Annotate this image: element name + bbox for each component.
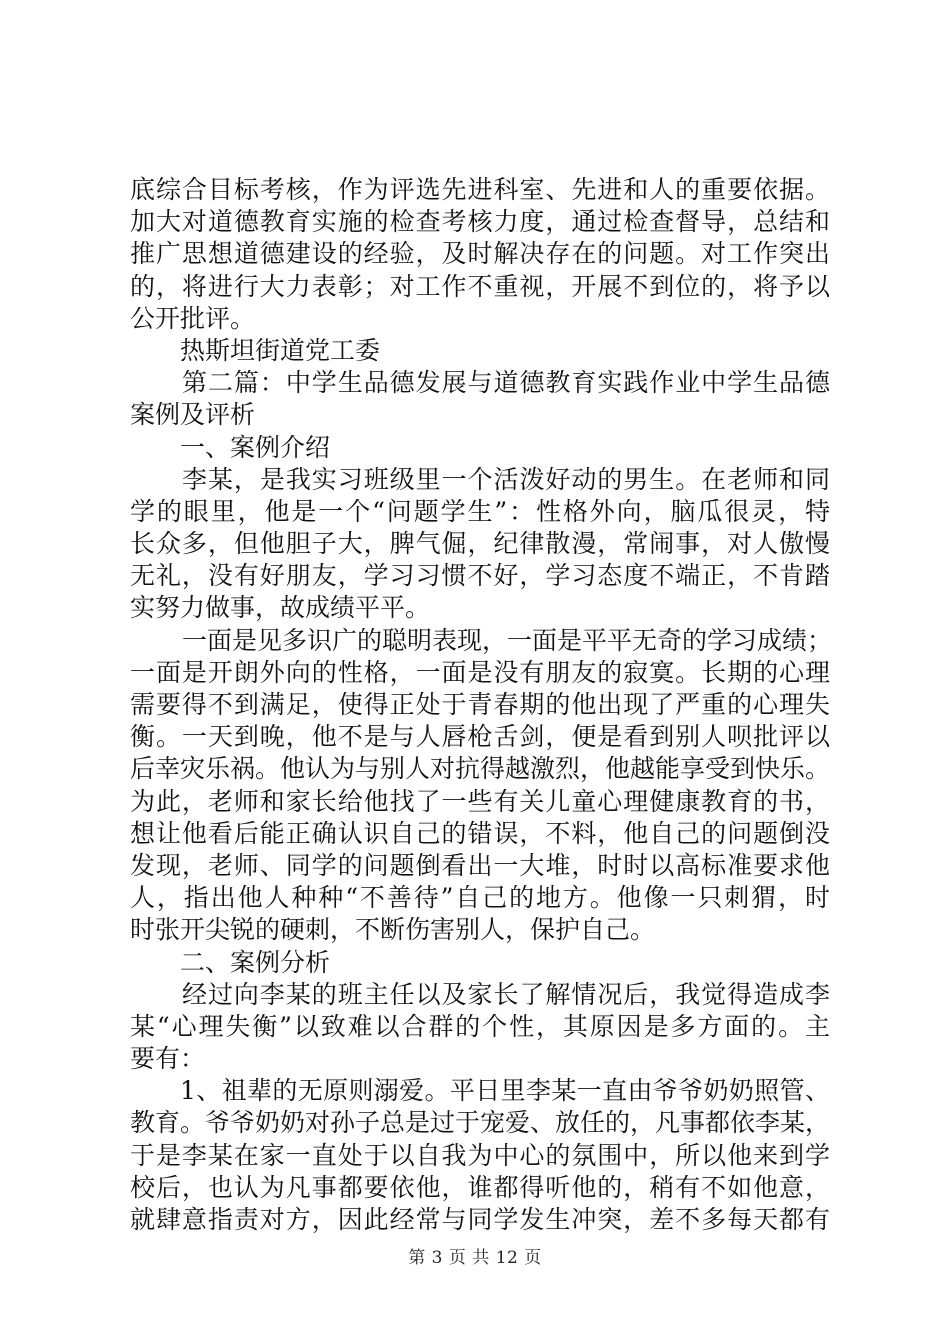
text-line: 衡。一天到晚，他不是与人唇枪舌剑，便是看到别人呗批评以 [130, 722, 830, 752]
text-line: 校后，也认为凡事都要依他，谁都得听他的，稍有不如他意， [130, 1172, 830, 1202]
text-line: 的，将进行大力表彰；对工作不重视，开展不到位的，将予以 [130, 271, 830, 301]
page-number-footer: 第 3 页 共 12 页 [408, 1248, 542, 1268]
signature-line: 热斯坦街道党工委 [180, 335, 381, 365]
text-line: 发现，老师、同学的问题倒看出一大堆，时时以高标准要求他 [130, 850, 830, 880]
heading-case-analysis: 二、案例分析 [180, 947, 331, 977]
text-line: 想让他看后能正确认识自己的错误，不料，他自己的问题倒没 [130, 818, 830, 848]
text-line: 需要得不到满足，使得正处于青春期的他出现了严重的心理失 [130, 690, 830, 719]
text-line: 一面是开朗外向的性格，一面是没有朋友的寂寞。长期的心理 [130, 657, 830, 687]
text-line: 为此，老师和家长给他找了一些有关儿童心理健康教育的书， [130, 786, 830, 816]
document-body [130, 174, 833, 1236]
text-line: 加大对道德教育实施的检查考核力度，通过检查督导，总结和 [130, 207, 830, 237]
text-line: 无礼，没有好朋友，学习习惯不好，学习态度不端正，不肯踏 [130, 561, 830, 591]
text-line: 就肆意指责对方，因此经常与同学发生冲突，差不多每天都有 [130, 1205, 830, 1234]
heading-case-intro: 一、案例介绍 [180, 432, 331, 462]
text-line: 推广思想道德建设的经验，及时解决存在的问题。对工作突出 [130, 239, 830, 269]
text-line: 某“心理失衡”以致难以合群的个性，其原因是多方面的。主 [130, 1011, 830, 1041]
section-title-line: 案例及评析 [130, 400, 256, 430]
text-line: 公开批评。 [130, 303, 256, 333]
text-line: 长众多，但他胆子大，脾气倔，纪律散漫，常闹事，对人傲慢 [130, 529, 830, 559]
text-line: 要有： [130, 1044, 206, 1074]
text-line: 实努力做事，故成绩平平。 [130, 593, 431, 623]
text-line: 时张开尖锐的硬刺，不断伤害别人，保护自己。 [130, 915, 656, 945]
text-line: 经过向李某的班主任以及家长了解情况后，我觉得造成李 [182, 979, 830, 1009]
text-line: 1、祖辈的无原则溺爱。平日里李某一直由爷爷奶奶照管、 [180, 1076, 830, 1106]
text-line: 后幸灾乐祸。他认为与别人对抗得越激烈，他越能享受到快乐。 [130, 754, 831, 784]
text-line: 李某，是我实习班级里一个活泼好动的男生。在老师和同 [182, 464, 830, 494]
text-line: 一面是见多识广的聪明表现，一面是平平无奇的学习成绩； [182, 625, 833, 655]
text-line: 底综合目标考核，作为评选先进科室、先进和人的重要依据。 [130, 175, 830, 204]
text-line: 人，指出他人种种“不善待”自己的地方。他像一只刺猬，时 [130, 883, 830, 913]
text-line: 学的眼里，他是一个“问题学生”：性格外向，脑瓜很灵，特 [130, 496, 830, 526]
text-line: 于是李某在家一直处于以自我为中心的氛围中，所以他来到学 [130, 1140, 830, 1170]
text-line: 教育。爷爷奶奶对孙子总是过于宠爱、放任的，凡事都依李某， [130, 1108, 831, 1138]
section-title-line: 第二篇：中学生品德发展与道德教育实践作业中学生品德 [182, 368, 830, 398]
